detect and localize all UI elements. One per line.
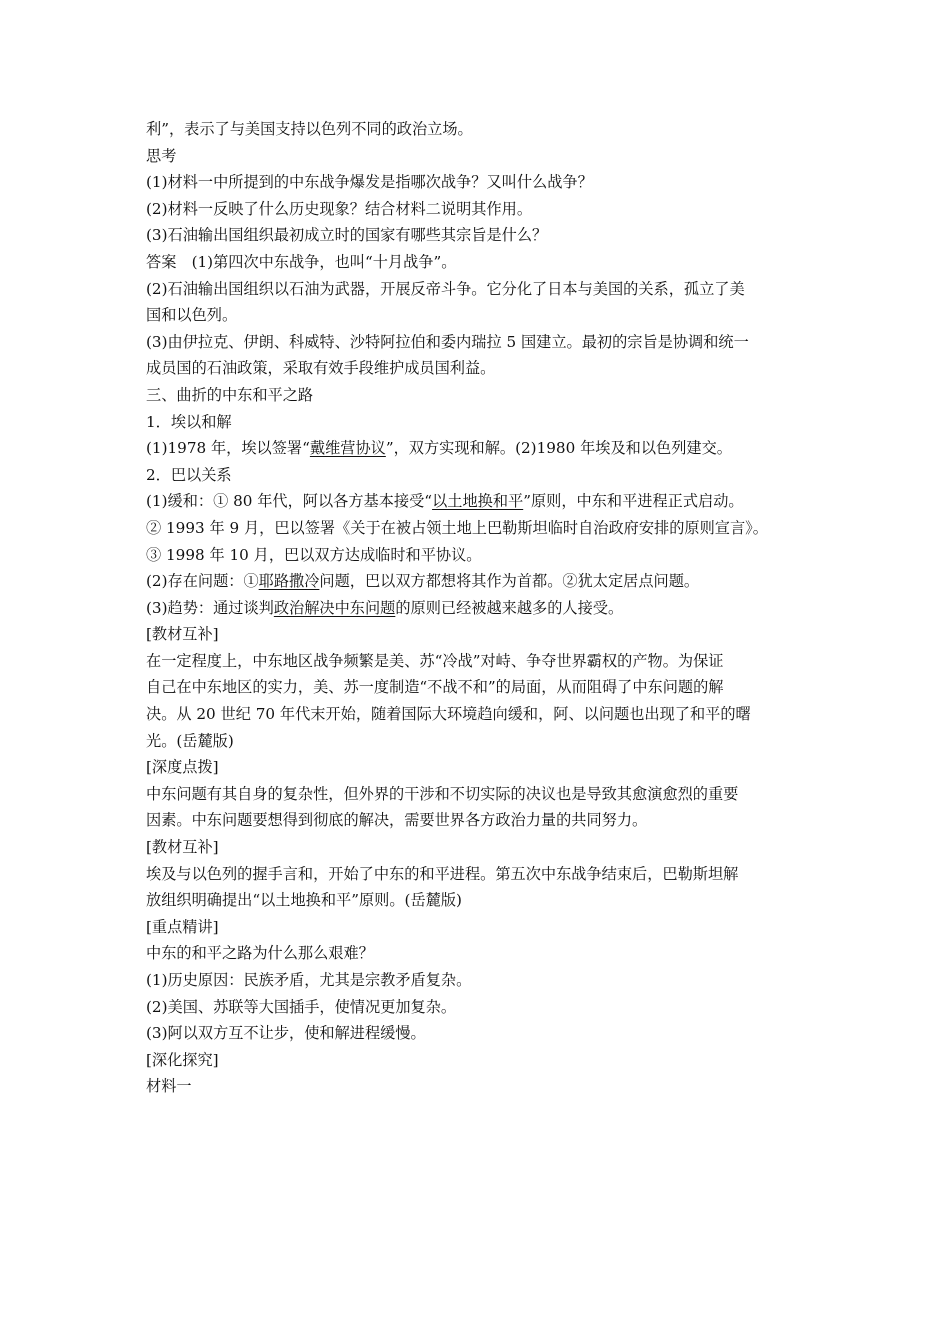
underlined-term: 政治解决中东问题: [273, 598, 396, 617]
text-line: (3)阿以双方互不让步，使和解进程缓慢。: [146, 1024, 426, 1043]
text-line: [深化探究]: [146, 1050, 219, 1069]
text-line: (3)由伊拉克、伊朗、科威特、沙特阿拉伯和委内瑞拉 5 国建立。最初的宗旨是协调和统一: [146, 332, 749, 351]
text-line: 三、曲折的中东和平之路: [146, 385, 314, 404]
text-line: 光。(岳麓版): [146, 731, 234, 750]
text-line: (2)美国、苏联等大国插手，使情况更加复杂。: [146, 997, 457, 1016]
text-line: [深度点拨]: [146, 758, 219, 777]
text-segment: ”原则，中东和平进程正式启动。: [523, 492, 744, 511]
text-line: (1)历史原因：民族矛盾，尤其是宗教矛盾复杂。: [146, 971, 472, 989]
text-segment: ”，双方实现和解。(2)1980 年埃及和以色列建交。: [385, 439, 732, 458]
text-segment: 问题，巴以双方都想将其作为首都。②犹太定居点问题。: [319, 572, 700, 591]
text-line: 国和以色列。: [146, 306, 238, 325]
underlined-term: 耶路撒冷: [258, 572, 320, 591]
text-line: 中东问题有其自身的复杂性，但外界的干涉和不切实际的决议也是导致其愈演愈烈的重要: [146, 784, 739, 803]
underlined-term: 以土地换和平: [432, 492, 524, 511]
text-line: 2．巴以关系: [146, 465, 232, 484]
text-line: [教材互补]: [146, 838, 219, 857]
text-line: 在一定程度上，中东地区战争频繁是美、苏“冷战”对峙、争夺世界霸权的产物。为保证: [146, 651, 724, 670]
text-line: [重点精讲]: [146, 917, 219, 936]
text-segment: (1)1978 年，埃以签署“: [146, 439, 310, 458]
text-segment: (2)存在问题：①: [146, 572, 259, 591]
text-line: [146, 568, 816, 595]
text-segment: (3)趋势：通过谈判: [146, 598, 274, 617]
text-line: [146, 488, 816, 515]
text-line: 因素。中东问题要想得到彻底的解决，需要世界各方政治力量的共同努力。: [146, 811, 648, 830]
underlined-term: 戴维营协议: [309, 439, 386, 458]
text-line: 材料一: [146, 1077, 192, 1096]
text-line: (3)石油输出国组织最初成立时的国家有哪些其宗旨是什么？: [146, 226, 548, 245]
text-line: 自己在中东地区的实力，美、苏一度制造“不战不和”的局面，从而阻碍了中东问题的解: [146, 678, 724, 697]
text-line: [教材互补]: [146, 625, 219, 644]
text-line: (2)石油输出国组织以石油为武器，开展反帝斗争。它分化了日本与美国的关系，孤立了美: [146, 279, 745, 298]
text-line: 利”，表示了与美国支持以色列不同的政治立场。: [146, 120, 473, 138]
text-line: 思考: [146, 146, 177, 165]
text-segment: 的原则已经被越来越多的人接受。: [395, 598, 624, 617]
text-line: ② 1993 年 9 月，巴以签署《关于在被占领土地上巴勒斯坦临时自治政府安排的原则宣言》。: [146, 518, 768, 537]
text-line: 放组织明确提出“以土地换和平”原则。(岳麓版): [146, 891, 462, 910]
text-line: ③ 1998 年 10 月，巴以双方达成临时和平协议。: [146, 545, 482, 564]
text-line: (2)材料一反映了什么历史现象？结合材料二说明其作用。: [146, 199, 533, 218]
text-line: [146, 435, 816, 462]
text-line: 中东的和平之路为什么那么艰难？: [146, 944, 374, 963]
text-line: 埃及与以色列的握手言和，开始了中东的和平进程。第五次中东战争结束后，巴勒斯坦解: [146, 864, 739, 883]
document-body: [146, 116, 816, 1100]
text-line: 1．埃以和解: [146, 412, 232, 431]
text-segment: (1)缓和：① 80 年代，阿以各方基本接受“: [146, 492, 433, 511]
text-line: 成员国的石油政策，采取有效手段维护成员国利益。: [146, 359, 496, 378]
text-line: 答案 (1)第四次中东战争，也叫“十月战争”。: [146, 252, 457, 271]
text-line: 决。从 20 世纪 70 年代末开始，随着国际大环境趋向缓和，阿、以问题也出现了和平的曙: [146, 705, 751, 724]
text-line: [146, 595, 816, 622]
text-line: (1)材料一中所提到的中东战争爆发是指哪次战争？又叫什么战争？: [146, 173, 593, 192]
